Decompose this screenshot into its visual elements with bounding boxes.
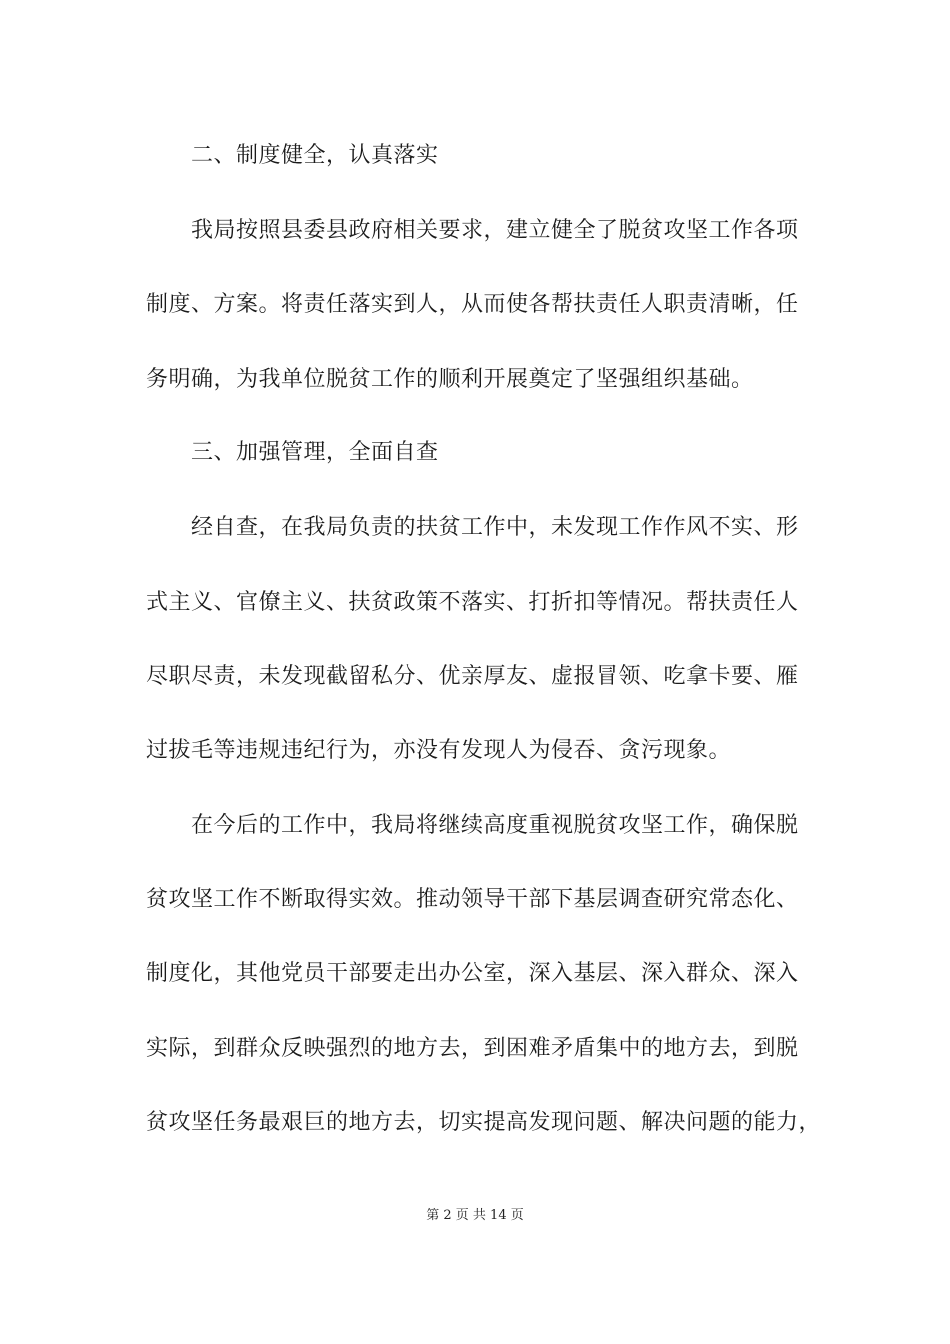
paragraph-line: 过拔毛等违规违纪行为，亦没有发现人为侵吞、贪污现象。 — [146, 738, 732, 763]
section-heading-2: 二、制度健全，认真落实 — [191, 143, 439, 168]
section-heading-3: 三、加强管理，全面自查 — [191, 440, 439, 465]
paragraph-line: 尽职尽责，未发现截留私分、优亲厚友、虚报冒领、吃拿卡要、雁 — [146, 664, 799, 689]
paragraph-line: 贫攻坚工作不断取得实效。推动领导干部下基层调查研究常态化、 — [146, 887, 799, 912]
paragraph-line: 实际，到群众反映强烈的地方去，到困难矛盾集中的地方去，到脱 — [146, 1036, 799, 1061]
paragraph-line: 制度、方案。将责任落实到人，从而使各帮扶责任人职责清晰，任 — [146, 292, 799, 317]
paragraph-line: 经自查，在我局负责的扶贫工作中，未发现工作作风不实、形 — [191, 515, 799, 540]
paragraph-line: 在今后的工作中，我局将继续高度重视脱贫攻坚工作，确保脱 — [191, 813, 799, 838]
paragraph-line: 贫攻坚任务最艰巨的地方去，切实提高发现问题、解决问题的能力， — [146, 1110, 822, 1135]
page-number-footer: 第 2 页 共 14 页 — [426, 1208, 524, 1223]
paragraph-line: 制度化，其他党员干部要走出办公室，深入基层、深入群众、深入 — [146, 961, 799, 986]
paragraph-line: 务明确，为我单位脱贫工作的顺利开展奠定了坚强组织基础。 — [146, 367, 754, 392]
paragraph-line: 式主义、官僚主义、扶贫政策不落实、打折扣等情况。帮扶责任人 — [146, 590, 799, 615]
paragraph-line: 我局按照县委县政府相关要求，建立健全了脱贫攻坚工作各项 — [191, 218, 799, 243]
